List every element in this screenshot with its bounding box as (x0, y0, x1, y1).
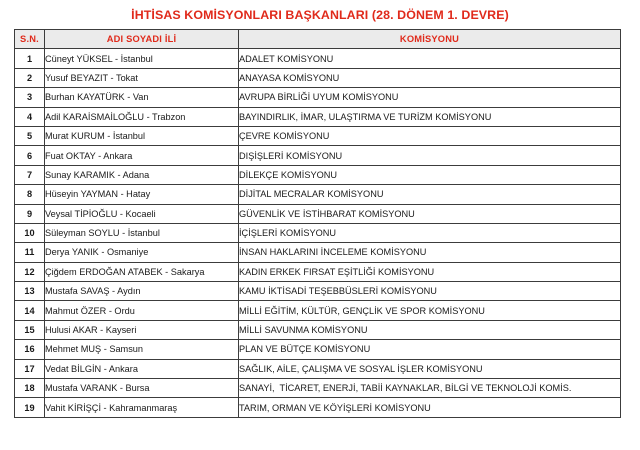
chair-name-cell: Adil KARAİSMAİLOĞLU - Trabzon (45, 107, 239, 126)
chair-name-cell: Hulusi AKAR - Kayseri (45, 320, 239, 339)
chair-name-cell: Mustafa VARANK - Bursa (45, 379, 239, 398)
commission-name-cell: KADIN ERKEK FIRSAT EŞİTLİĞİ KOMİSYONU (239, 262, 621, 281)
commission-name-cell: DİJİTAL MECRALAR KOMİSYONU (239, 185, 621, 204)
row-number-cell: 12 (15, 262, 45, 281)
row-number-cell: 10 (15, 223, 45, 242)
chair-name-cell: Derya YANIK - Osmaniye (45, 243, 239, 262)
chair-name-cell: Mustafa SAVAŞ - Aydın (45, 282, 239, 301)
table-row (15, 107, 621, 126)
chair-name-cell: Mahmut ÖZER - Ordu (45, 301, 239, 320)
commission-name-cell: ADALET KOMİSYONU (239, 49, 621, 68)
row-number-cell: 2 (15, 68, 45, 87)
commission-chairs-table (14, 29, 621, 418)
commission-name-cell: İÇİŞLERİ KOMİSYONU (239, 223, 621, 242)
chair-name-cell: Burhan KAYATÜRK - Van (45, 88, 239, 107)
row-number-cell: 16 (15, 340, 45, 359)
chair-name-cell: Yusuf BEYAZIT - Tokat (45, 68, 239, 87)
table-row (15, 126, 621, 145)
chair-name-cell: Veysal TİPİOĞLU - Kocaeli (45, 204, 239, 223)
commission-name-cell: DİLEKÇE KOMİSYONU (239, 165, 621, 184)
commission-name-cell: MİLLİ SAVUNMA KOMİSYONU (239, 320, 621, 339)
table-body (15, 49, 621, 417)
table-row (15, 359, 621, 378)
table-header-row (15, 30, 621, 49)
table-row (15, 146, 621, 165)
commission-name-cell: MİLLİ EĞİTİM, KÜLTÜR, GENÇLİK VE SPOR KOMİSYONU (239, 301, 621, 320)
table-row (15, 223, 621, 242)
commission-name-cell: BAYINDIRLIK, İMAR, ULAŞTIRMA VE TURİZM KOMİSYONU (239, 107, 621, 126)
table-row (15, 340, 621, 359)
column-header-name: ADI SOYADI İLİ (45, 30, 239, 49)
commission-chairs-table-wrapper (14, 29, 620, 418)
commission-name-cell: PLAN VE BÜTÇE KOMİSYONU (239, 340, 621, 359)
table-row (15, 301, 621, 320)
row-number-cell: 3 (15, 88, 45, 107)
row-number-cell: 19 (15, 398, 45, 417)
row-number-cell: 4 (15, 107, 45, 126)
commission-name-cell: TARIM, ORMAN VE KÖYİŞLERİ KOMİSYONU (239, 398, 621, 417)
page-title: İHTİSAS KOMİSYONLARI BAŞKANLARI (28. DÖNEM 1. DEVRE) (131, 8, 509, 22)
table-row (15, 320, 621, 339)
row-number-cell: 9 (15, 204, 45, 223)
table-row (15, 68, 621, 87)
row-number-cell: 6 (15, 146, 45, 165)
commission-name-cell: AVRUPA BİRLİĞİ UYUM KOMİSYONU (239, 88, 621, 107)
row-number-cell: 14 (15, 301, 45, 320)
row-number-cell: 11 (15, 243, 45, 262)
commission-name-cell: SAĞLIK, AİLE, ÇALIŞMA VE SOSYAL İŞLER KOMİSYONU (239, 359, 621, 378)
chair-name-cell: Fuat OKTAY - Ankara (45, 146, 239, 165)
table-row (15, 243, 621, 262)
row-number-cell: 17 (15, 359, 45, 378)
chair-name-cell: Vedat BİLGİN - Ankara (45, 359, 239, 378)
commission-name-cell: İNSAN HAKLARINI İNCELEME KOMİSYONU (239, 243, 621, 262)
table-row (15, 282, 621, 301)
commission-name-cell: ANAYASA KOMİSYONU (239, 68, 621, 87)
chair-name-cell: Vahit KİRİŞÇİ - Kahramanmaraş (45, 398, 239, 417)
table-row (15, 49, 621, 68)
table-row (15, 262, 621, 281)
chair-name-cell: Hüseyin YAYMAN - Hatay (45, 185, 239, 204)
chair-name-cell: Cüneyt YÜKSEL - İstanbul (45, 49, 239, 68)
row-number-cell: 7 (15, 165, 45, 184)
table-row (15, 165, 621, 184)
commission-name-cell: ÇEVRE KOMİSYONU (239, 126, 621, 145)
chair-name-cell: Çiğdem ERDOĞAN ATABEK - Sakarya (45, 262, 239, 281)
table-row (15, 204, 621, 223)
chair-name-cell: Sunay KARAMIK - Adana (45, 165, 239, 184)
row-number-cell: 13 (15, 282, 45, 301)
row-number-cell: 5 (15, 126, 45, 145)
commission-name-cell: SANAYİ, TİCARET, ENERJİ, TABİİ KAYNAKLAR, BİLGİ VE TEKNOLOJİ KOMİS. (239, 379, 621, 398)
chair-name-cell: Süleyman SOYLU - İstanbul (45, 223, 239, 242)
table-row (15, 398, 621, 417)
commission-name-cell: GÜVENLİK VE İSTİHBARAT KOMİSYONU (239, 204, 621, 223)
table-header (15, 30, 621, 49)
commission-name-cell: KAMU İKTİSADİ TEŞEBBÜSLERİ KOMİSYONU (239, 282, 621, 301)
commission-name-cell: DIŞİŞLERİ KOMİSYONU (239, 146, 621, 165)
column-header-commission: KOMİSYONU (239, 30, 621, 49)
row-number-cell: 15 (15, 320, 45, 339)
chair-name-cell: Mehmet MUŞ - Samsun (45, 340, 239, 359)
chair-name-cell: Murat KURUM - İstanbul (45, 126, 239, 145)
table-row (15, 185, 621, 204)
table-row (15, 379, 621, 398)
row-number-cell: 18 (15, 379, 45, 398)
column-header-sn: S.N. (15, 30, 45, 49)
row-number-cell: 1 (15, 49, 45, 68)
table-row (15, 88, 621, 107)
row-number-cell: 8 (15, 185, 45, 204)
